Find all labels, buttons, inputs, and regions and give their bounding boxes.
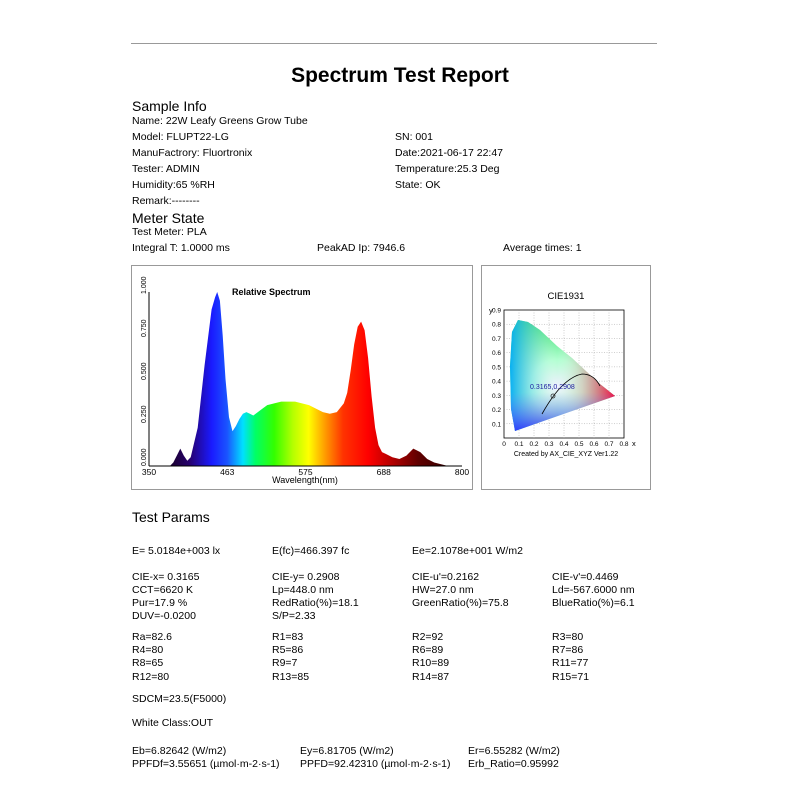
param-r8: R8=65 — [132, 657, 164, 669]
cie-x-tick-label: 0.1 — [514, 441, 524, 448]
param-cie-u: CIE-u'=0.2162 — [412, 571, 480, 583]
cie-caption: Created by AX_CIE_XYZ Ver1.22 — [513, 451, 619, 458]
integral-time: Integral T: 1.0000 ms — [132, 242, 230, 254]
cie-y-label: y — [489, 306, 493, 315]
cie-y-tick-label: 0.3 — [491, 392, 501, 400]
param-ppfdf: PPFDf=3.55651 (µmol·m-2·s-1) — [132, 758, 280, 770]
param-erb-ratio: Erb_Ratio=0.95992 — [468, 758, 559, 770]
cie-y-tick-label: 0.2 — [491, 407, 501, 415]
spectrum-area — [170, 292, 448, 466]
sample-info-heading: Sample Info — [132, 98, 207, 114]
cie-chart — [482, 266, 650, 489]
cie-x-tick-label: 0.5 — [574, 441, 584, 448]
x-tick-label: 350 — [141, 467, 157, 477]
y-tick-label: 0.750 — [141, 319, 148, 337]
cie-y-tick-label: 0.9 — [491, 307, 501, 315]
cie-y-tick-label: 0.8 — [491, 321, 501, 329]
top-divider — [131, 43, 657, 44]
param-cct: CCT=6620 K — [132, 584, 193, 596]
param-ee: Ee=2.1078e+001 W/m2 — [412, 545, 523, 557]
y-tick-label: 0.000 — [141, 448, 148, 466]
x-tick-label: 575 — [298, 467, 313, 477]
param-sp: S/P=2.33 — [272, 610, 316, 622]
y-tick-label: 0.500 — [141, 362, 148, 380]
y-tick-label: 1.000 — [141, 276, 148, 294]
param-ra: Ra=82.6 — [132, 631, 172, 643]
x-tick-label: 800 — [454, 467, 470, 477]
param-r4: R4=80 — [132, 644, 164, 656]
sample-name: Name: 22W Leafy Greens Grow Tube — [132, 115, 308, 127]
cie-y-tick-label: 0.7 — [491, 335, 501, 343]
cie-x-tick-label: 0.4 — [559, 441, 569, 448]
param-e-lx: E= 5.0184e+003 lx — [132, 545, 221, 557]
average-times: Average times: 1 — [503, 242, 582, 254]
peak-ad: PeakAD Ip: 7946.6 — [317, 242, 406, 254]
test-params-heading: Test Params — [132, 509, 210, 525]
cie-x-label: x — [632, 439, 636, 448]
param-cie-x: CIE-x= 0.3165 — [132, 571, 200, 583]
param-blue-ratio: BlueRatio(%)=6.1 — [552, 597, 635, 609]
param-hw: HW=27.0 nm — [412, 584, 474, 596]
param-eb: Eb=6.82642 (W/m2) — [132, 745, 227, 757]
cie-x-tick-label: 0.2 — [529, 441, 539, 448]
cie-chart-frame — [481, 265, 651, 490]
meter-state-heading: Meter State — [132, 210, 205, 226]
param-ppfd: PPFD=92.42310 (µmol·m-2·s-1) — [300, 758, 451, 770]
param-r15: R15=71 — [552, 671, 590, 683]
cie-y-tick-label: 0.1 — [491, 421, 501, 429]
cie-x-tick-label: 0 — [502, 441, 506, 448]
cie-y-tick-label: 0.4 — [491, 378, 501, 386]
sample-humidity: Humidity:65 %RH — [132, 179, 215, 191]
x-axis-label: Wavelength(nm) — [272, 475, 338, 485]
sample-temperature: Temperature:25.3 Deg — [395, 163, 500, 175]
test-meter: Test Meter: PLA — [132, 226, 207, 238]
cie-x-tick-label: 0.7 — [604, 441, 614, 448]
param-r6: R6=89 — [412, 644, 444, 656]
param-ld: Ld=-567.6000 nm — [552, 584, 635, 596]
param-sdcm: SDCM=23.5(F5000) — [132, 693, 227, 705]
param-r5: R5=86 — [272, 644, 304, 656]
x-tick-label: 463 — [220, 467, 235, 477]
cie-x-tick-label: 0.8 — [619, 441, 629, 448]
cie-y-tick-label: 0.6 — [491, 350, 501, 358]
param-r1: R1=83 — [272, 631, 304, 643]
param-green-ratio: GreenRatio(%)=75.8 — [412, 597, 509, 609]
sample-state: State: OK — [395, 179, 441, 191]
param-duv: DUV=-0.0200 — [132, 610, 196, 622]
param-r12: R12=80 — [132, 671, 170, 683]
param-r11: R11=77 — [552, 657, 589, 669]
param-r9: R9=7 — [272, 657, 298, 669]
param-lp: Lp=448.0 nm — [272, 584, 334, 596]
page-title: Spectrum Test Report — [291, 64, 509, 87]
spectrum-chart-frame — [131, 265, 473, 490]
param-r3: R3=80 — [552, 631, 584, 643]
param-cie-y: CIE-y= 0.2908 — [272, 571, 340, 583]
cie-x-tick-label: 0.6 — [589, 441, 599, 448]
param-pur: Pur=17.9 % — [132, 597, 188, 609]
param-e-fc: E(fc)=466.397 fc — [272, 545, 350, 557]
cie-point-label: 0.3165,0.2908 — [530, 384, 575, 391]
param-r10: R10=89 — [412, 657, 450, 669]
spectrum-chart-title: Relative Spectrum — [232, 287, 311, 297]
param-white-class: White Class:OUT — [132, 717, 214, 729]
param-er: Er=6.55282 (W/m2) — [468, 745, 560, 757]
cie-title: CIE1931 — [547, 291, 585, 302]
sample-model: Model: FLUPT22-LG — [132, 131, 229, 143]
param-red-ratio: RedRatio(%)=18.1 — [272, 597, 359, 609]
param-r2: R2=92 — [412, 631, 444, 643]
cie-x-tick-label: 0.3 — [544, 441, 554, 448]
param-ey: Ey=6.81705 (W/m2) — [300, 745, 394, 757]
sample-manufactory: ManuFactrory: Fluortronix — [132, 147, 253, 159]
y-tick-label: 0.250 — [141, 405, 148, 423]
param-r13: R13=85 — [272, 671, 310, 683]
sample-date: Date:2021-06-17 22:47 — [395, 147, 503, 159]
cie-y-tick-label: 0.5 — [491, 364, 501, 372]
sample-sn: SN: 001 — [395, 131, 433, 143]
sample-tester: Tester: ADMIN — [132, 163, 200, 175]
param-r7: R7=86 — [552, 644, 584, 656]
sample-remark: Remark:-------- — [132, 195, 200, 207]
spectrum-chart — [132, 266, 472, 489]
param-r14: R14=87 — [412, 671, 450, 683]
x-tick-label: 688 — [376, 467, 391, 477]
param-cie-v: CIE-v'=0.4469 — [552, 571, 619, 583]
